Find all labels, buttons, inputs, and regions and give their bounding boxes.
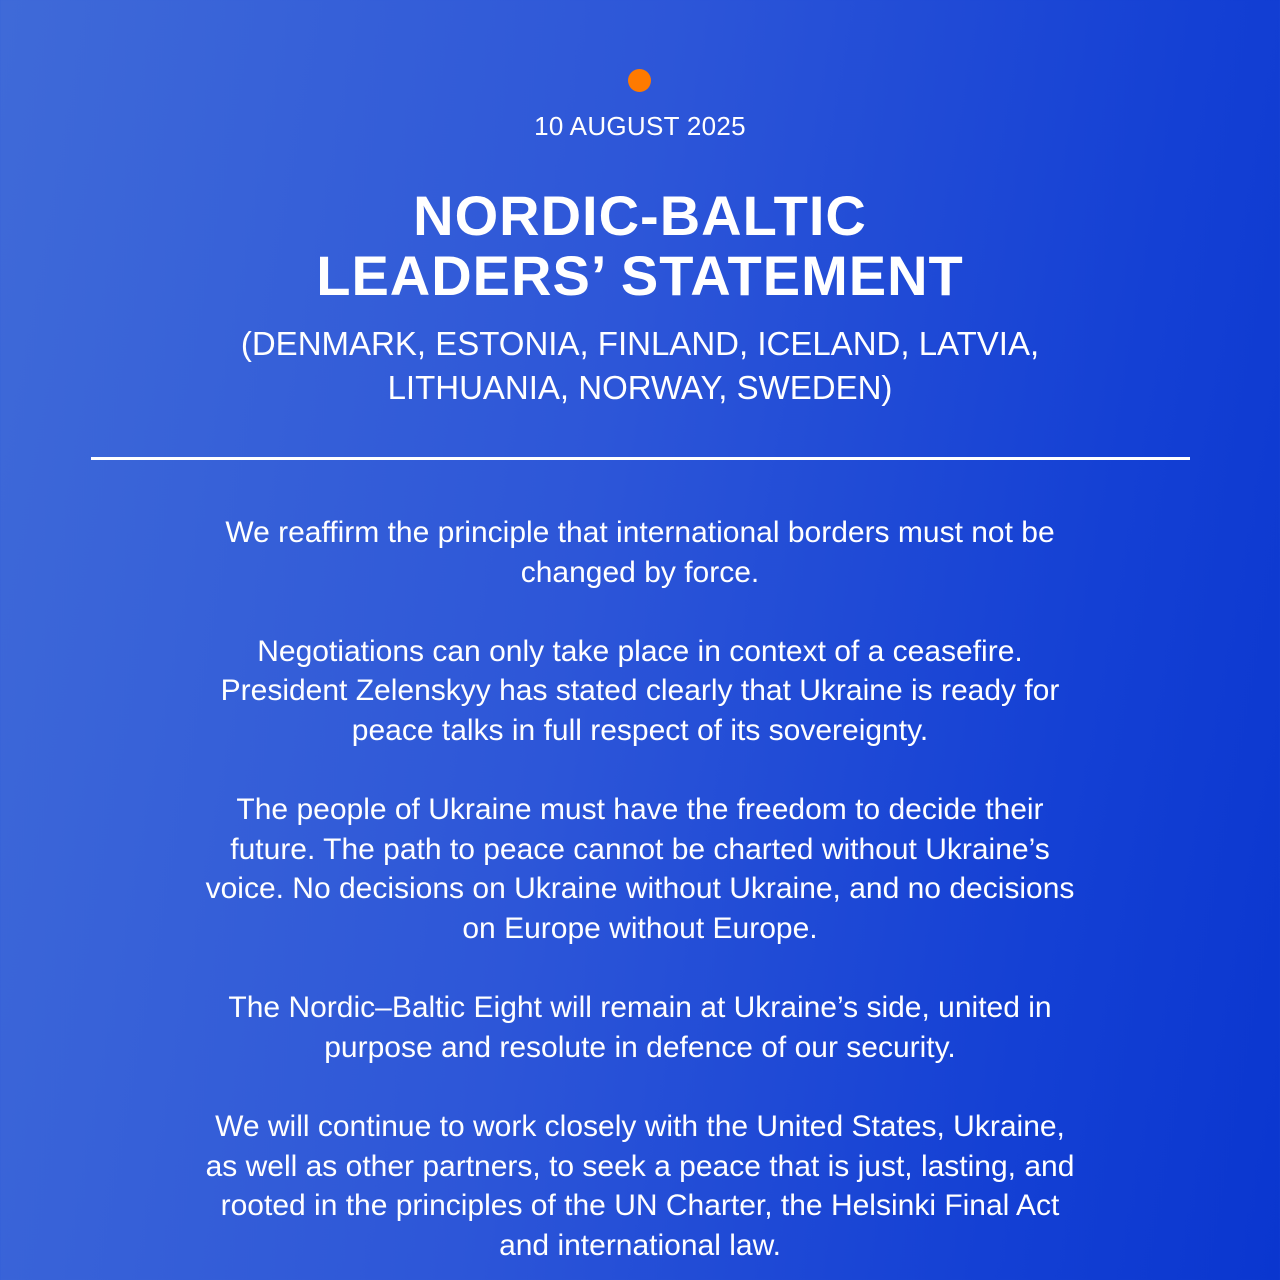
paragraph-line: The people of Ukraine must have the freedom to decide their [236, 793, 1044, 827]
paragraph-line: on Europe without Europe. [462, 911, 818, 945]
statement-date: 10 AUGUST 2025 [534, 111, 746, 141]
paragraph-line: We will continue to work closely with the United States, Ukraine, [215, 1109, 1065, 1143]
paragraph-line: rooted in the principles of the UN Charter, the Helsinki Final Act [220, 1189, 1060, 1223]
paragraph-line: purpose and resolute in defence of our security. [324, 1030, 956, 1064]
paragraph-line: peace talks in full respect of its sovereignty. [351, 713, 929, 747]
paragraph-line: and international law. [499, 1228, 781, 1262]
divider-line [91, 457, 1190, 460]
paragraph-line: future. The path to peace cannot be charted without Ukraine’s [230, 832, 1050, 866]
paragraph-line: President Zelenskyy has stated clearly that Ukraine is ready for [220, 674, 1060, 708]
paragraph-line: changed by force. [520, 555, 760, 589]
title-line: LEADERS’ STATEMENT [316, 244, 964, 307]
paragraph-line: as well as other partners, to seek a peace that is just, lasting, and [205, 1149, 1075, 1183]
paragraph-ukraine-freedom [140, 790, 1140, 948]
subtitle-line: (DENMARK, ESTONIA, FINLAND, ICELAND, LATVIA, [240, 325, 1040, 362]
statement-title [0, 186, 1280, 306]
paragraph-negotiations [140, 632, 1140, 751]
paragraph-nb8 [140, 988, 1140, 1067]
paragraph-line: voice. No decisions on Ukraine without Ukraine, and no decisions [205, 872, 1075, 906]
title-line: NORDIC-BALTIC [413, 184, 867, 247]
paragraph-line: We reaffirm the principle that international borders must not be [225, 516, 1055, 549]
paragraph-borders [140, 513, 1140, 592]
paragraph-line: The Nordic–Baltic Eight will remain at Ukraine’s side, united in [228, 991, 1052, 1025]
paragraph-partners [140, 1107, 1140, 1265]
countries-subtitle [0, 322, 1280, 410]
subtitle-line: LITHUANIA, NORWAY, SWEDEN) [387, 369, 893, 406]
statement-body [140, 513, 1140, 1280]
paragraph-line: Negotiations can only take place in context of a ceasefire. [257, 634, 1023, 668]
orange-dot-icon [628, 69, 651, 92]
